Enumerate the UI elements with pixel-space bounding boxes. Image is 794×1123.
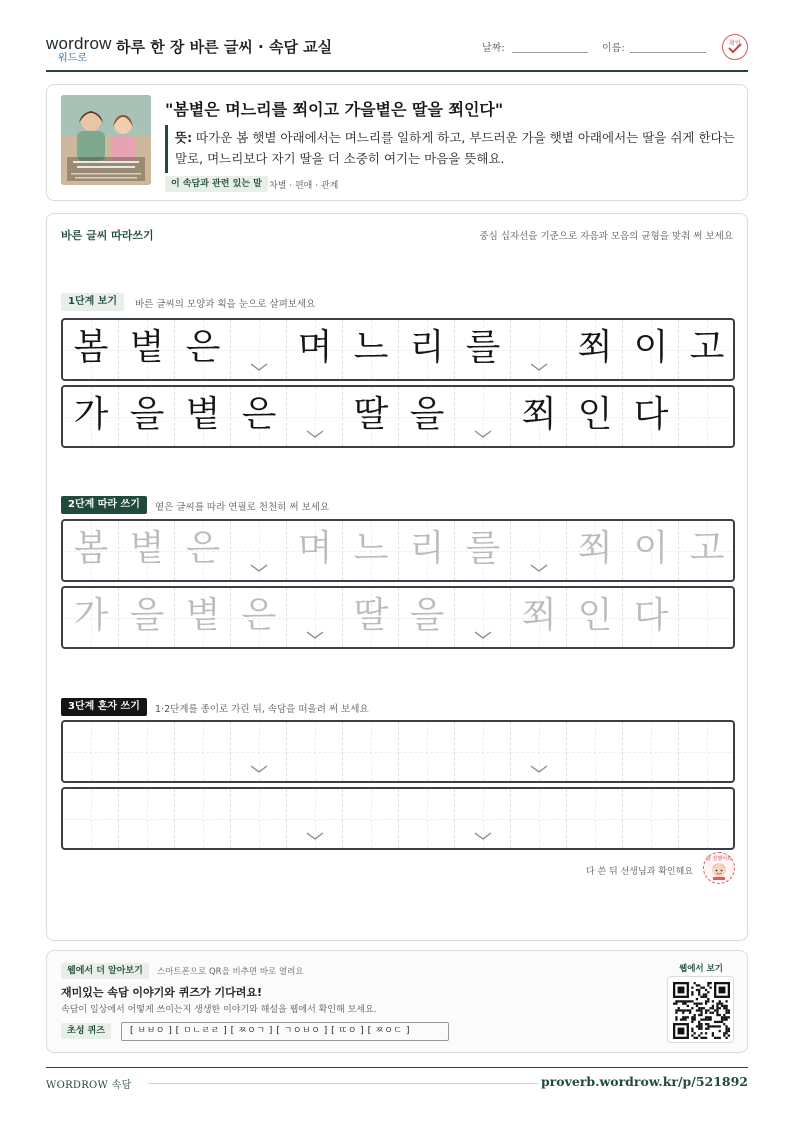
footer-brand: WORDROW 속담 [46, 1080, 132, 1091]
good-job-stamp: 참 잘했어요 [703, 852, 735, 884]
space-mark-icon [473, 429, 493, 439]
writing-cell[interactable] [119, 588, 175, 647]
practice-glyph: 볕 [185, 394, 221, 435]
step2-row1[interactable] [61, 519, 735, 582]
step1-desc: 바른 글씨의 모양과 획을 눈으로 살펴보세요 [135, 299, 316, 310]
practice-glyph: 은 [241, 595, 277, 636]
practice-glyph: 를 [465, 528, 501, 569]
space-mark-icon [305, 429, 325, 439]
writing-cell [343, 320, 399, 379]
related-words: 차별 · 편애 · 관계 [269, 181, 339, 191]
practice-glyph: 고 [689, 528, 725, 569]
writing-cell [287, 320, 343, 379]
writing-cell [231, 320, 287, 379]
quiz-hints: [ ㅂㅂㅇ ] [ ㅁㄴㄹㄹ ] [ ㅉㅇㄱ ] [ ㄱㅇㅂㅇ ] [ ㄸㅇ ] [ ㅉㅇㄷ ] [121, 1022, 449, 1041]
writing-cell[interactable] [231, 722, 287, 781]
practice-heading: 바른 글씨 따라쓰기 [61, 229, 154, 242]
practice-note: 중심 십자선을 기준으로 자음과 모음의 균형을 맞춰 써 보세요 [479, 231, 733, 242]
practice-glyph: 봄 [73, 327, 109, 368]
footer-divider [46, 1067, 748, 1068]
practice-glyph: 딸 [353, 394, 389, 435]
practice-glyph: 을 [129, 595, 165, 636]
space-mark-icon [473, 831, 493, 841]
practice-glyph: 느 [353, 528, 389, 569]
space-mark-icon [473, 630, 493, 640]
checkmark-icon [727, 42, 743, 54]
date-field[interactable] [512, 52, 588, 53]
writing-cell[interactable] [287, 521, 343, 580]
practice-glyph: 쬐 [577, 528, 613, 569]
writing-cell[interactable] [511, 521, 567, 580]
step1-row2 [61, 385, 735, 448]
proverb-title: "봄볕은 며느리를 쬐이고 가을볕은 딸을 쬐인다" [165, 100, 504, 119]
writing-cell[interactable] [119, 521, 175, 580]
proverb-card [46, 84, 748, 201]
practice-glyph: 다 [633, 595, 669, 636]
writing-cell[interactable] [399, 521, 455, 580]
practice-card [46, 213, 748, 941]
writing-cell [119, 387, 175, 446]
practice-glyph: 리 [409, 327, 445, 368]
web-desc: 속담이 일상에서 어떻게 쓰이는지 생생한 이야기와 해설을 웹에서 확인해 보세요. [61, 1005, 377, 1015]
proverb-illustration [61, 95, 151, 185]
step1-row1 [61, 318, 735, 381]
step1-tag: 1단계 보기 [61, 293, 124, 311]
name-field[interactable] [630, 52, 706, 53]
practice-glyph: 을 [129, 394, 165, 435]
practice-glyph: 가 [73, 394, 109, 435]
practice-glyph: 며 [297, 327, 333, 368]
writing-cell[interactable] [399, 789, 455, 848]
practice-glyph: 쬐 [521, 595, 557, 636]
writing-cell[interactable] [623, 521, 679, 580]
practice-glyph: 딸 [353, 595, 389, 636]
writing-cell[interactable] [511, 789, 567, 848]
writing-cell[interactable] [175, 789, 231, 848]
page-title: 하루 한 장 바른 글씨 · 속담 교실 [116, 38, 333, 56]
web-hint: 스마트폰으로 QR을 비추면 바로 열려요 [157, 967, 304, 977]
practice-glyph: 리 [409, 528, 445, 569]
writing-cell[interactable] [287, 588, 343, 647]
writing-cell [399, 387, 455, 446]
meaning-label: 뜻: [175, 130, 193, 145]
proverb-meaning [175, 127, 735, 169]
writing-cell[interactable] [287, 722, 343, 781]
practice-glyph: 봄 [73, 528, 109, 569]
writing-cell [231, 387, 287, 446]
writing-cell[interactable] [679, 722, 735, 781]
writing-cell[interactable] [399, 722, 455, 781]
smiley-face-icon [704, 853, 734, 883]
step3-tag: 3단계 혼자 쓰기 [61, 698, 147, 716]
practice-glyph: 은 [185, 528, 221, 569]
writing-cell[interactable] [399, 588, 455, 647]
writing-cell[interactable] [63, 789, 119, 848]
writing-cell[interactable] [455, 588, 511, 647]
writing-cell[interactable] [567, 722, 623, 781]
practice-glyph: 은 [185, 327, 221, 368]
writing-cell[interactable] [623, 722, 679, 781]
space-mark-icon [529, 563, 549, 573]
web-title: 재미있는 속담 이야기와 퀴즈가 기다려요! [61, 986, 262, 999]
writing-cell[interactable] [287, 789, 343, 848]
step2-row2[interactable] [61, 586, 735, 649]
confirm-stamp: 확인 [722, 34, 748, 60]
web-card [46, 950, 748, 1053]
writing-cell[interactable] [679, 588, 735, 647]
writing-cell [175, 387, 231, 446]
writing-cell[interactable] [175, 588, 231, 647]
practice-glyph: 이 [633, 528, 669, 569]
writing-cell[interactable] [567, 521, 623, 580]
space-mark-icon [529, 362, 549, 372]
writing-cell [511, 320, 567, 379]
writing-cell[interactable] [175, 722, 231, 781]
practice-glyph: 느 [353, 327, 389, 368]
writing-cell [567, 320, 623, 379]
writing-cell [63, 320, 119, 379]
practice-glyph: 다 [633, 394, 669, 435]
quiz-label: 초성 퀴즈 [61, 1023, 111, 1039]
practice-glyph: 볕 [185, 595, 221, 636]
practice-glyph: 을 [409, 595, 445, 636]
step3-row1[interactable] [61, 720, 735, 783]
writing-cell[interactable] [679, 521, 735, 580]
practice-glyph: 이 [633, 327, 669, 368]
date-label: 날짜: [482, 43, 505, 54]
logo-sub: 워드로 [58, 53, 87, 64]
writing-cell[interactable] [455, 789, 511, 848]
practice-glyph: 을 [409, 394, 445, 435]
qr-code-icon [673, 982, 730, 1039]
writing-cell[interactable] [567, 789, 623, 848]
practice-glyph: 은 [241, 394, 277, 435]
writing-cell[interactable] [455, 521, 511, 580]
practice-glyph: 며 [297, 528, 333, 569]
footer-url[interactable]: proverb.wordrow.kr/p/521892 [540, 1074, 748, 1089]
writing-cell [623, 387, 679, 446]
writing-cell[interactable] [567, 588, 623, 647]
space-mark-icon [305, 630, 325, 640]
space-mark-icon [305, 831, 325, 841]
writing-cell[interactable] [511, 588, 567, 647]
practice-glyph: 쬐 [521, 394, 557, 435]
writing-cell[interactable] [343, 722, 399, 781]
practice-glyph: 인 [577, 394, 613, 435]
step3-desc: 1·2단계를 종이로 가린 뒤, 속담을 떠올려 써 보세요 [155, 704, 369, 715]
related-label: 이 속담과 관련 있는 말 [165, 176, 268, 192]
writing-cell [623, 320, 679, 379]
step2-desc: 옅은 글씨를 따라 연필로 천천히 써 보세요 [155, 502, 330, 513]
practice-glyph: 를 [465, 327, 501, 368]
writing-cell[interactable] [119, 722, 175, 781]
writing-cell [399, 320, 455, 379]
check-note: 다 쓴 뒤 선생님과 확인해요 [585, 867, 693, 877]
meaning-accent-bar [165, 125, 168, 173]
writing-cell [175, 320, 231, 379]
writing-cell[interactable] [455, 722, 511, 781]
space-mark-icon [249, 764, 269, 774]
writing-cell [343, 387, 399, 446]
writing-cell[interactable] [119, 789, 175, 848]
writing-cell [119, 320, 175, 379]
space-mark-icon [249, 563, 269, 573]
practice-glyph: 볕 [129, 327, 165, 368]
writing-cell[interactable] [63, 722, 119, 781]
web-tag: 웹에서 더 알아보기 [61, 963, 149, 979]
writing-cell[interactable] [63, 588, 119, 647]
writing-cell [511, 387, 567, 446]
writing-cell[interactable] [63, 521, 119, 580]
practice-glyph: 고 [689, 327, 725, 368]
practice-glyph: 인 [577, 595, 613, 636]
writing-cell [287, 387, 343, 446]
name-label: 이름: [602, 43, 625, 54]
writing-cell [63, 387, 119, 446]
writing-cell [567, 387, 623, 446]
qr-code[interactable] [667, 976, 734, 1043]
writing-cell[interactable] [231, 588, 287, 647]
logo: wordrow [46, 34, 112, 53]
page-header [46, 30, 748, 72]
writing-cell[interactable] [231, 521, 287, 580]
writing-cell [455, 320, 511, 379]
writing-cell[interactable] [231, 789, 287, 848]
practice-glyph: 쬐 [577, 327, 613, 368]
step3-row2[interactable] [61, 787, 735, 850]
writing-cell[interactable] [343, 521, 399, 580]
writing-cell [679, 387, 735, 446]
writing-cell [679, 320, 735, 379]
writing-cell[interactable] [511, 722, 567, 781]
writing-cell[interactable] [679, 789, 735, 848]
writing-cell[interactable] [343, 588, 399, 647]
writing-cell[interactable] [343, 789, 399, 848]
qr-label: 웹에서 보기 [679, 964, 724, 974]
writing-cell[interactable] [623, 588, 679, 647]
practice-glyph: 가 [73, 595, 109, 636]
space-mark-icon [529, 764, 549, 774]
footer-rule [148, 1083, 538, 1084]
space-mark-icon [249, 362, 269, 372]
practice-glyph: 볕 [129, 528, 165, 569]
writing-cell[interactable] [175, 521, 231, 580]
writing-cell [455, 387, 511, 446]
meaning-text: 따가운 봄 햇볕 아래에서는 며느리를 일하게 하고, 부드러운 가을 햇볕 아래에서는 딸을 쉬게 한다는 말로, 며느리보다 자기 딸을 더 소중히 여기는 마음을 뜻해요. [175, 130, 735, 166]
step2-tag: 2단계 따라 쓰기 [61, 496, 147, 514]
writing-cell[interactable] [623, 789, 679, 848]
